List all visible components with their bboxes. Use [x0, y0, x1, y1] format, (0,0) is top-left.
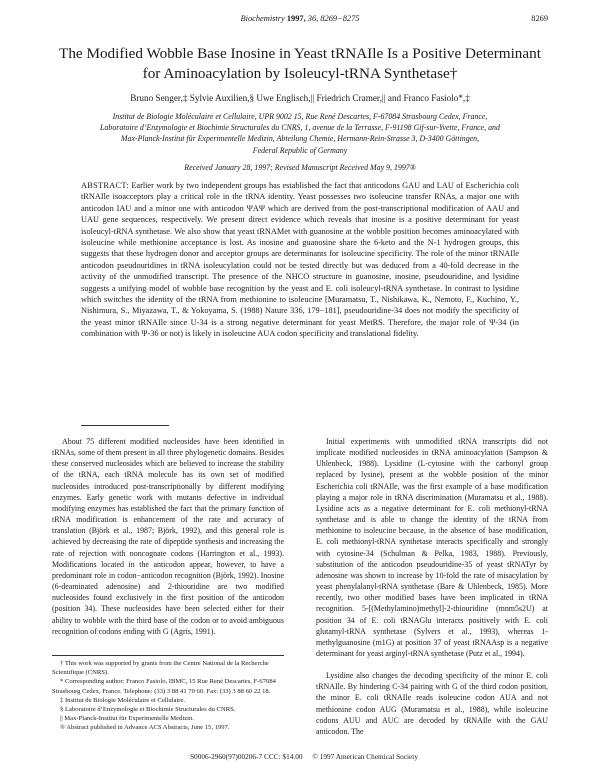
- running-header: [52, 14, 548, 28]
- body-paragraph: Initial experiments with unmodified tRNA transcripts did not implicate modified nucleosides in tRNA aminoacylation (Sampson & Uhlenbeck, 1988). Lysidine (L-cytosine with the carbonyl group replaced by lysine), present at the wobble position of the minor Escherichia coli tRNAIle, was the first example of a base modification playing a major role in tRNA discrimination (Muramatsu et al., 1988). Lysidine acts as a negative determinant for E. coli methionyl-tRNA synthetase and is able to change the identity of the tRNA from methionine to isoleucine because, in the absence of base modification, E. coli methionyl-tRNA synthetase interacts specifically and strongly with cytosine-34 (Schulman & Pelka, 1983, 1988). Previously, substitution of the anticodon pseudouridine-35 of yeast tRNATyr by adenosine was shown to increase by 10-fold the rate of misacylation by yeast phenylalanyl-tRNA synthetase (Bare & Uhlenbeck, 1985). More recently, two other modified bases have been implicated in tRNA recognition. 5-[(Methylamino)methyl]-2-thiouridine (mnm5s2U) at position 34 of E. coli tRNAGlu interacts positively with E. coli glutamyl-tRNA synthetase (Sylvers et al., 1993), whereas 1-methylguanosine (m1G) at position 37 of yeast tRNAAsp is a negative determinant for yeast arginyl-tRNA synthetase (Putz et al., 1994).: [316, 437, 548, 658]
- received-dates: Received January 28, 1997; Revised Manuscript Received May 9, 1997®: [184, 163, 416, 172]
- footnotes: [52, 659, 284, 733]
- abstract: [81, 180, 519, 340]
- body-paragraph: Lysidine also changes the decoding specificity of the minor E. coli tRNAIle. By hindering C-34 pairing with G of the third codon position, the minor E. coli tRNAIle reads isoleucine codon AUA and not methionine codon AUG (Muramatsu et al., 1988), while isoleucine codons AUU and AUC are decoded by tRNAIle with the GAU anticodon. The: [316, 671, 548, 736]
- journal-pages: 8269−8275: [320, 14, 360, 23]
- journal-name: Biochemistry: [240, 14, 285, 23]
- affiliations: [52, 111, 548, 156]
- affiliation-line: Max-Planck-Institut für Experimentelle Medizin, Abteilung Chemie, Hermann-Rein-Strasse 3, D-3400 Göttingen,: [120, 134, 480, 144]
- footnote: ® Abstract published in Advance ACS Abstracts, June 15, 1997.: [60, 724, 230, 732]
- abstract-label: ABSTRACT:: [81, 181, 129, 190]
- journal-volume: 36,: [307, 14, 319, 23]
- author-list: Bruno Senger,‡ Sylvie Auxilien,§ Uwe Englisch,|| Friedrich Cramer,|| and Franco Fasiolo*,‡: [130, 93, 470, 103]
- body-column-right: [316, 436, 548, 737]
- footnote: * Corresponding author: Franco Fasiolo, IBMC, 15 Rue René Descartes, F-67084 Strasbourg Cedex, France. Telephone: (33) 3 88 41 70 60. Fax: (33) 3 88 60 22 18.: [52, 678, 276, 695]
- abstract-text: Earlier work by two independent groups has established the fact that anticodons GAU and LAU of Escherichia coli tRNAIle isoacceptors play a critical role in the tRNA identity. Yeast possesses two isoleucine transfer RNAs, a major one with anticodon IAU and a minor one with anticodon ΨAΨ which are derived from the post-transcriptional modification of AAU and UAU gene sequences, respectively. We present direct evidence which reveals that inosine is a positive determinant for yeast isoleucyl-tRNA synthetase. We also show that yeast tRNAMet with guanosine at the wobble position becomes aminoacylated with isoleucine while methionine acceptance is lost. As inosine and guanosine share the 6-keto and the N-1 hydrogen groups, this suggests that these hydrogen donor and acceptor groups are determinants for isoleucine specificity. The role of the minor tRNAIle anticodon pseudouridines in tRNA isoleucylation could not be tested directly but was deduced from a 40-fold decrease in the activity of the unmodified transcript. The presence of the NHCO structure in guanosine, inosine, pseudouridine, and lysidine suggests a unifying model of wobble base recognition by the yeast and E. coli isoleucyl-tRNA synthetase. In contrast to lysidine which switches the identity of the tRNA from methionine to isoleucine [Muramatsu, T., Nishikawa, K., Nemoto, F., Kuchino, Y., Nishimura, S., Miyazawa, T., & Yokoyama, S. (1988) Nature 336, 179−181], pseudouridine-34 does not modify the specificity of the yeast minor tRNAIle since U-34 is a strong negative determinant for yeast MetRS. Therefore, the major role of Ψ-34 (in combination with Ψ-36 or not) is likely in isoleucine AUA codon specificity and translational fidelity.: [81, 181, 519, 339]
- article-code: S0006-2960(97)00206-7 CCC: $14.00: [190, 752, 303, 761]
- page-footer: [52, 752, 548, 761]
- affiliation-line: Institut de Biologie Moléculaire et Cellulaire, UPR 9002 15, Rue René Descartes, F-67084 Strasbourg Cedex, France,: [112, 112, 488, 121]
- footnote: || Max-Planck-Institut für Experimentelle Medizin.: [60, 715, 194, 723]
- copyright: © 1997 American Chemical Society: [312, 752, 418, 761]
- footnote-divider: [52, 655, 284, 656]
- footnote: § Laboratoire d’Enzymologie et Biochimie Structurales du CNRS.: [60, 706, 236, 714]
- footnote: † This work was supported by grants from the Centre National de la Recherche Scientifique (CNRS).: [52, 660, 269, 677]
- article-title: The Modified Wobble Base Inosine in Yeast tRNAIle Is a Positive Determinant for Aminoacylation by Isoleucyl-tRNA Synthetase†: [59, 45, 541, 82]
- journal-citation: [52, 14, 548, 23]
- affiliation-line: Laboratoire d’Enzymologie et Biochimie Structurales du CNRS, 1, avenue de la Terrasse, F-91198 Gif-sur-Yvette, France, and: [100, 123, 500, 133]
- journal-year: 1997,: [286, 14, 306, 23]
- page-number: 8269: [531, 14, 548, 23]
- affiliation-line: Federal Republic of Germany: [252, 145, 348, 155]
- footnote: ‡ Institut de Biologie Moléculaire et Cellulaire.: [60, 696, 186, 704]
- body-column-left: [52, 436, 284, 637]
- body-paragraph: About 75 different modified nucleosides have been identified in tRNAs, some of them present in all three phylogenetic domains. Besides these conserved nucleosides which are believed to increase the stability of the tRNA, each tRNA molecule has its own set of modified nucleosides introduced post-transcriptionally by different modifying enzymes. Early genetic work with mutants defective in individual modifying enzymes has established the fact that the primary function of tRNA modification is enhancement of the rate and accuracy of translation (Björk et al., 1987; Björk, 1992), and this general role is achieved by decreasing the rate of dipeptide synthesis and increasing the rate of rejection with noncognate codons (Harrington et al., 1993). Modifications located in the anticodon appear, however, to have a predominant role in codon−anticodon recognition (Björk, 1992). Inosine (6-deaminated adenosine) and 2-thiouridine are two modified nucleosides found exclusively in the first position of the anticodon (position 34). These nucleosides have been selected either for their ability to wobble with the third base of the codon or to avoid ambiguous recognition of codons ending with G (Agris, 1991).: [52, 437, 284, 636]
- abstract-divider: [81, 425, 169, 426]
